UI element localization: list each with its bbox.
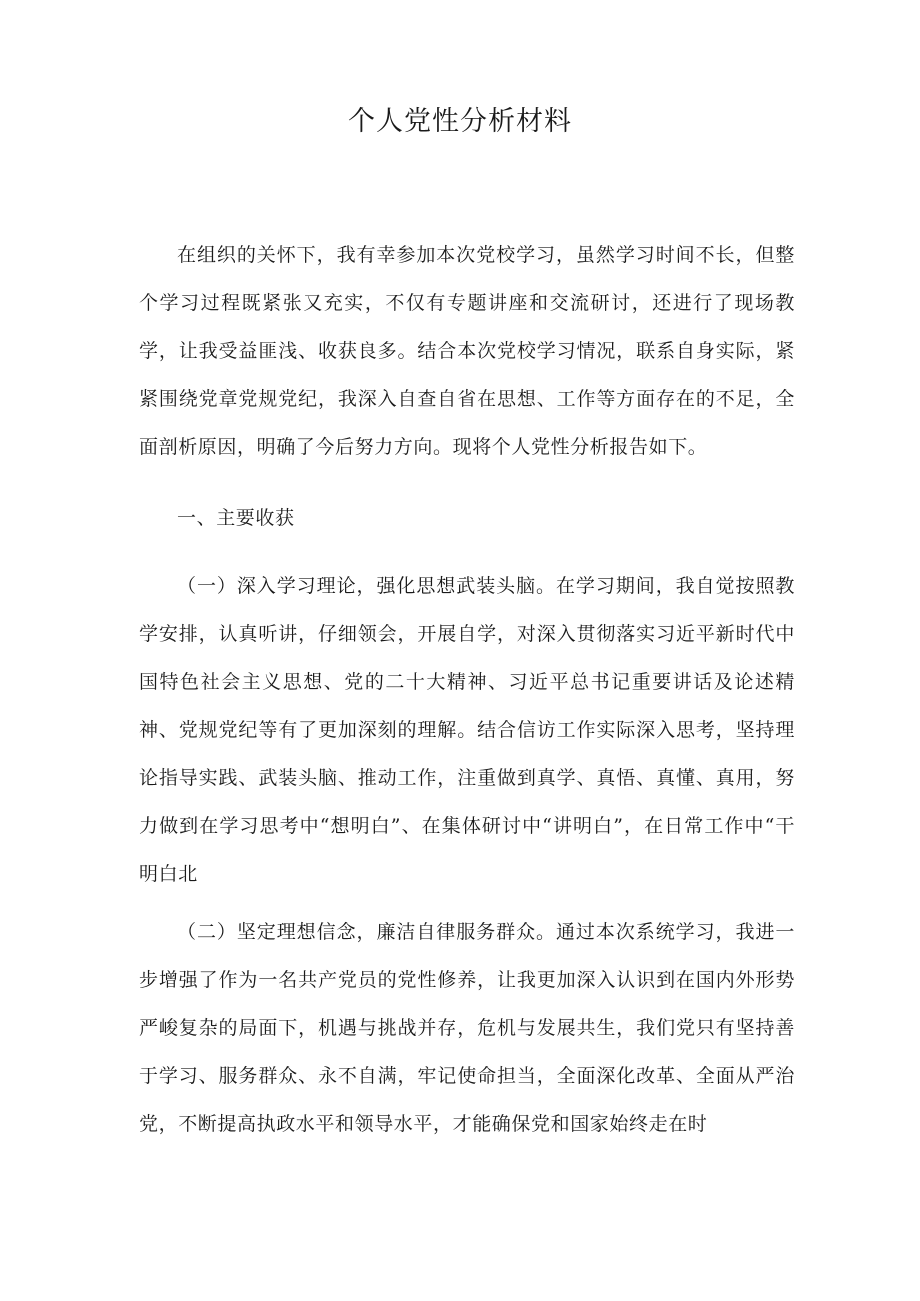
paragraph-theory-study: （一）深入学习理论，强化思想武装头脑。在学习期间，我自觉按照教学安排，认真听讲，仔细领会，开展自学，对深入贯彻落实习近平新时代中国特色社会主义思想、党的二十大精神、习近平总书记重要讲话及论述精神、党规党纪等有了更加深刻的理解。结合信访工作实际深入思考，坚持理论指导实践、武装头脑、推动工作，注重做到真学、真悟、真懂、真用，努力做到在学习思考中“想明白”、在集体研讨中“讲明白”，在日常工作中“干明白北 [139, 575, 795, 885]
paragraph-ideals-faith: （二）坚定理想信念，廉洁自律服务群众。通过本次系统学习，我进一步增强了作为一名共产党员的党性修养，让我更加深入认识到在国内外形势严峻复杂的局面下，机遇与挑战并存，危机与发展共生，我们党只有坚持善于学习、服务群众、永不自满，牢记使命担当，全面深化改革、全面从严治党，不断提高执政水平和领导水平，才能确保党和国家始终走在时 [139, 921, 795, 1135]
section-heading-main-gains: 一、主要收获 [177, 507, 295, 529]
document-title: 个人党性分析材料 [348, 106, 572, 137]
intro-paragraph: 在组织的关怀下，我有幸参加本次党校学习，虽然学习时间不长，但整个学习过程既紧张又充实，不仅有专题讲座和交流研讨，还进行了现场教学，让我受益匪浅、收获良多。结合本次党校学习情况，联系自身实际，紧紧围绕党章党规党纪，我深入自查自省在思想、工作等方面存在的不足，全面剖析原因，明确了今后努力方向。现将个人党性分析报告如下。 [139, 244, 795, 458]
